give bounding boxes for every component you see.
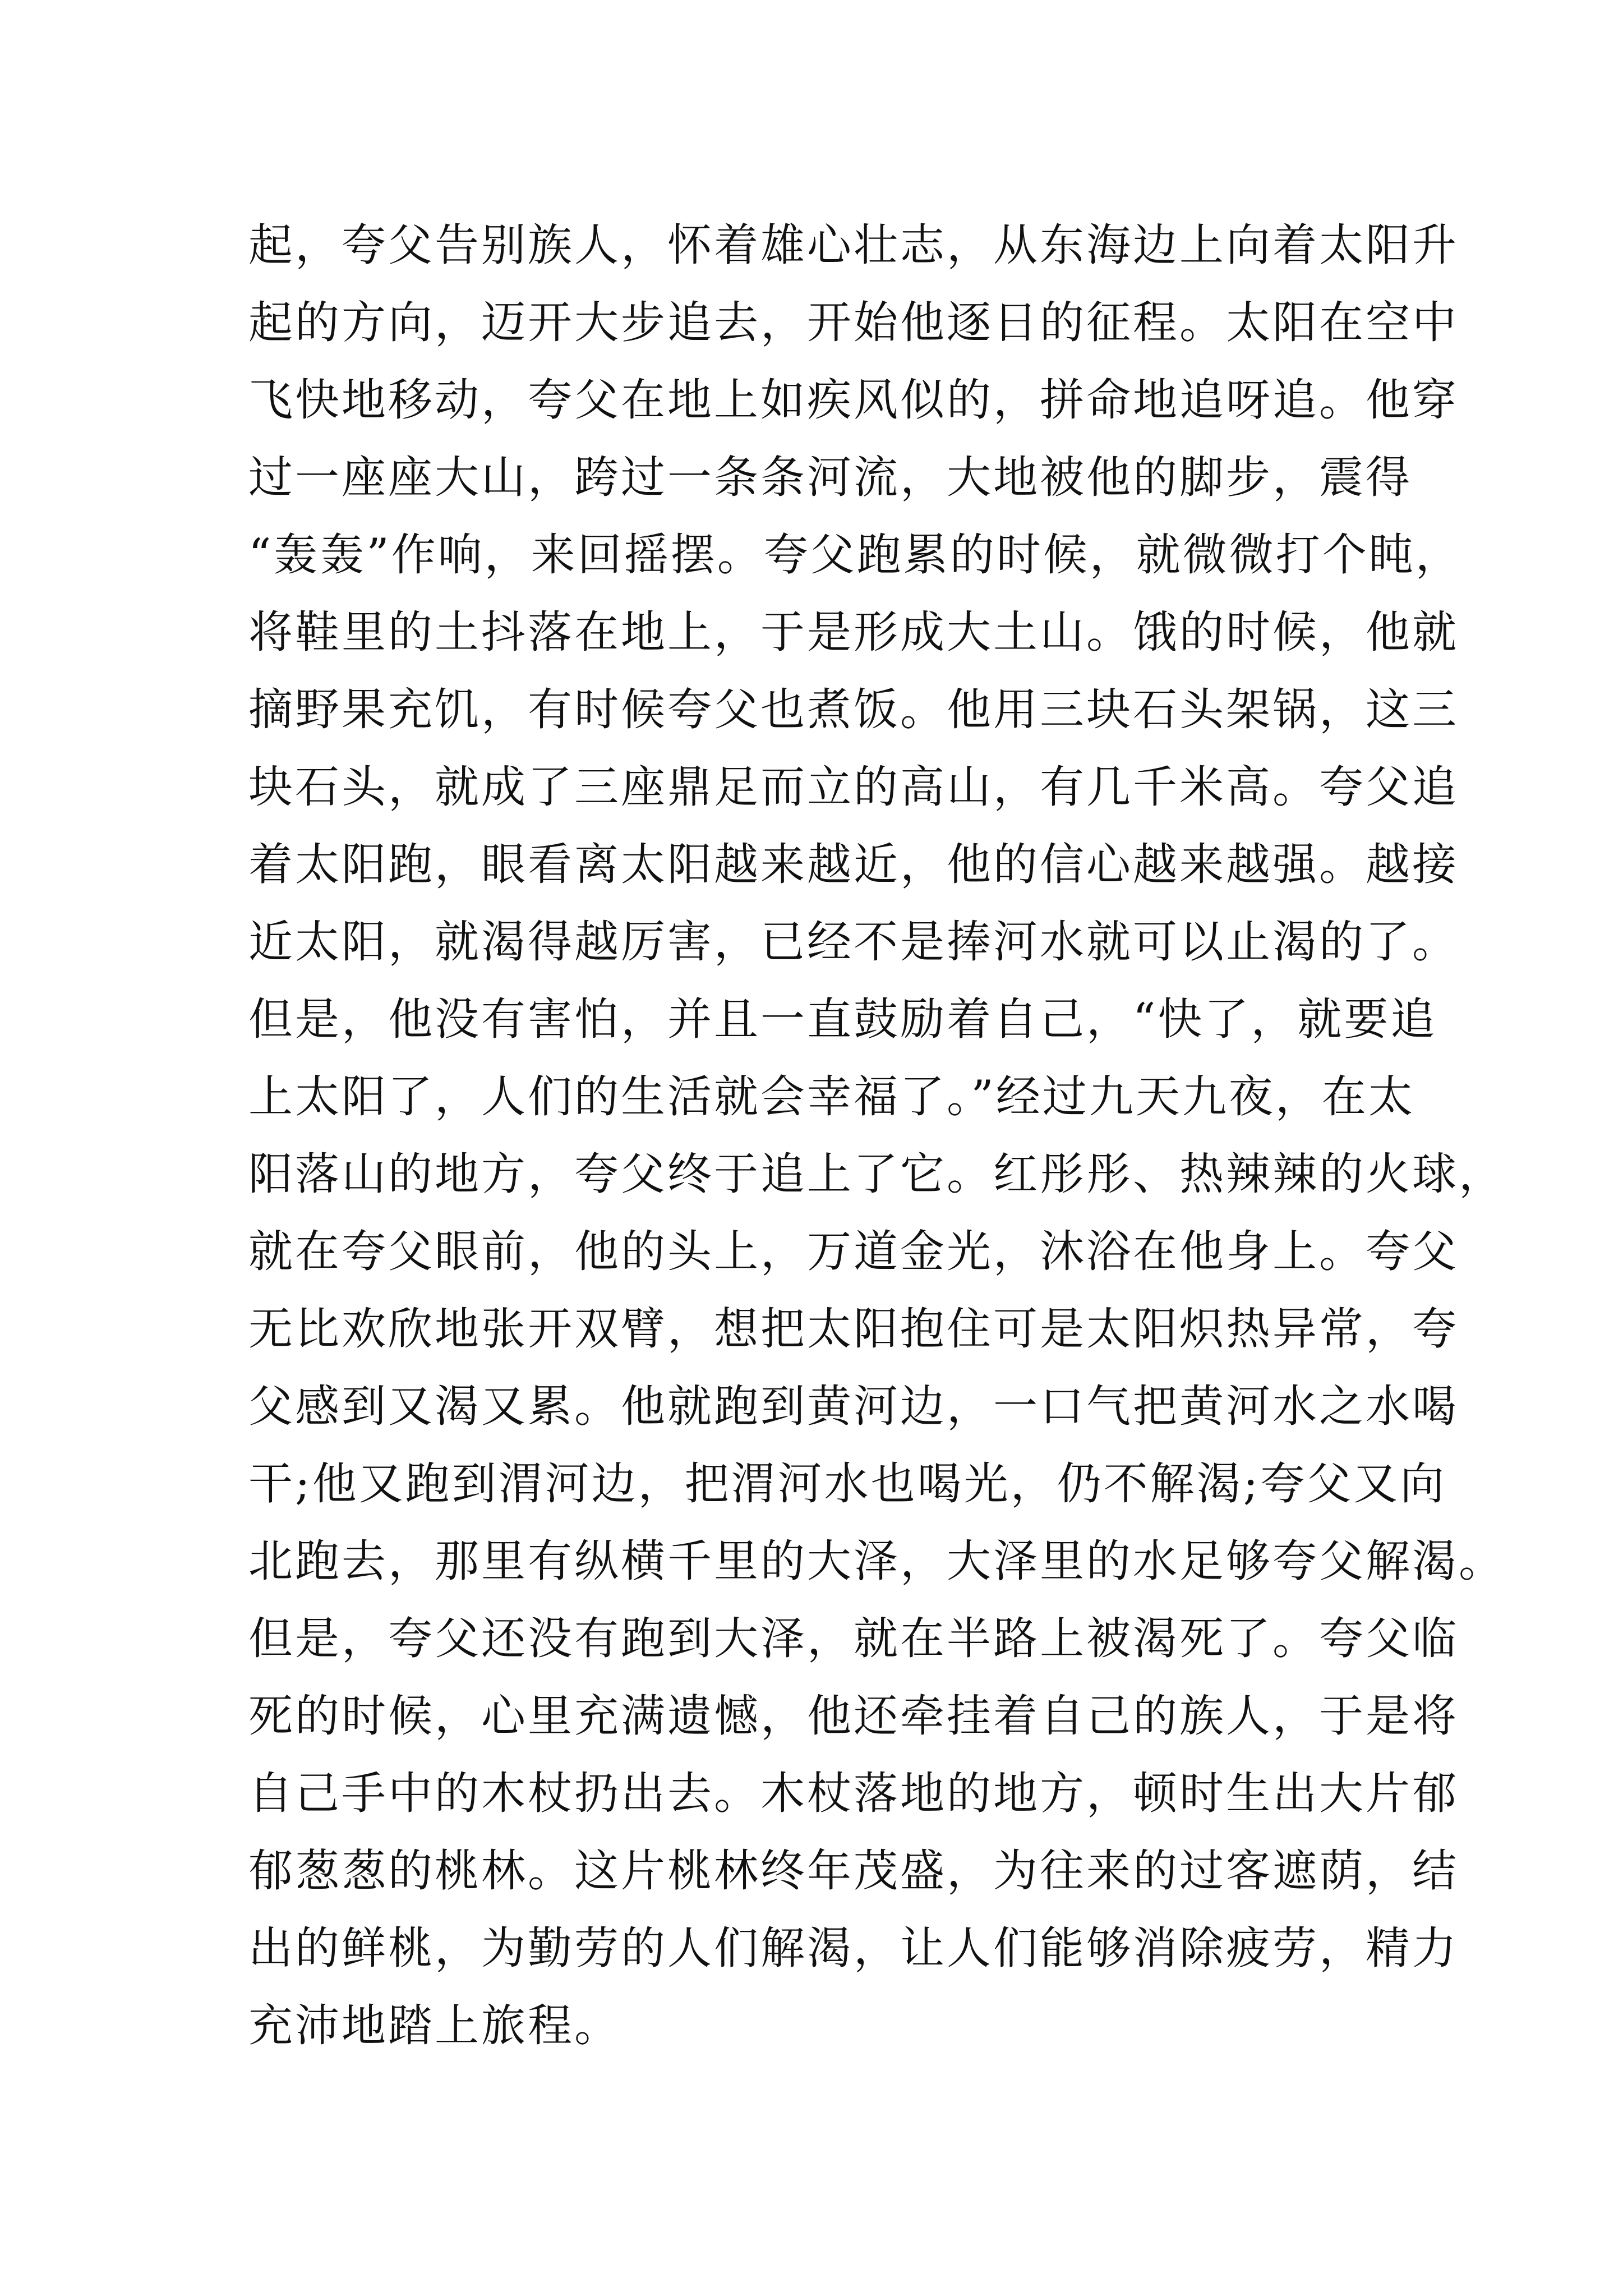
text-line: 上太阳了，人们的生活就会幸福了。”经过九天九夜，在太: [248, 1071, 1415, 1122]
text-line: 近太阳，就渴得越厉害，已经不是捧河水就可以止渴的了。: [248, 916, 1459, 968]
text-line: 摘野果充饥，有时候夸父也煮饭。他用三块石头架锅，这三: [248, 684, 1459, 735]
text-line: 父感到又渴又累。他就跑到黄河边，一口气把黄河水之水喝: [248, 1381, 1459, 1432]
text-line: 死的时候，心里充满遗憾，他还牵挂着自己的族人，于是将: [248, 1690, 1459, 1742]
text-line: 将鞋里的土抖落在地上，于是形成大土山。饿的时候，他就: [248, 606, 1459, 658]
text-line: 北跑去，那里有纵横千里的大泽，大泽里的水足够夸父解渴。: [248, 1535, 1505, 1587]
text-line: 就在夸父眼前，他的头上，万道金光，沐浴在他身上。夸父: [248, 1226, 1459, 1277]
text-line: 自己手中的木杖扔出去。木杖落地的地方，顿时生出大片郁: [248, 1768, 1459, 1819]
text-line: 无比欢欣地张开双臂，想把太阳抱住可是太阳炽热异常，夸: [248, 1303, 1459, 1355]
text-line: “轰轰”作响，来回摇摆。夸父跑累的时候，就微微打个盹，: [248, 529, 1462, 581]
text-line: 过一座座大山，跨过一条条河流，大地被他的脚步，震得: [248, 452, 1412, 503]
text-line: 干;他又跑到渭河边，把渭河水也喝光，仍不解渴;夸父又向: [248, 1458, 1447, 1510]
text-line: 充沛地踏上旅程。: [248, 2000, 621, 2051]
text-line: 飞快地移动，夸父在地上如疾风似的，拼命地追呀追。他穿: [248, 374, 1459, 426]
text-line: 起，夸父告别族人，怀着雄心壮志，从东海边上向着太阳升: [248, 219, 1459, 271]
text-line: 出的鲜桃，为勤劳的人们解渴，让人们能够消除疲劳，精力: [248, 1922, 1459, 1974]
text-line: 阳落山的地方，夸父终于追上了它。红彤彤、热辣辣的火球，: [248, 1148, 1505, 1200]
text-line: 但是，夸父还没有跑到大泽，就在半路上被渴死了。夸父临: [248, 1613, 1459, 1664]
text-line: 块石头，就成了三座鼎足而立的高山，有几千米高。夸父追: [248, 761, 1459, 813]
body-paragraph: [248, 206, 1505, 2064]
text-line: 起的方向，迈开大步追去，开始他逐日的征程。太阳在空中: [248, 297, 1459, 348]
text-line: 着太阳跑，眼看离太阳越来越近，他的信心越来越强。越接: [248, 839, 1459, 890]
text-line: 郁葱葱的桃林。这片桃林终年茂盛，为往来的过客遮荫，结: [248, 1845, 1459, 1897]
text-line: 但是，他没有害怕，并且一直鼓励着自己，“快了，就要追: [248, 993, 1437, 1045]
